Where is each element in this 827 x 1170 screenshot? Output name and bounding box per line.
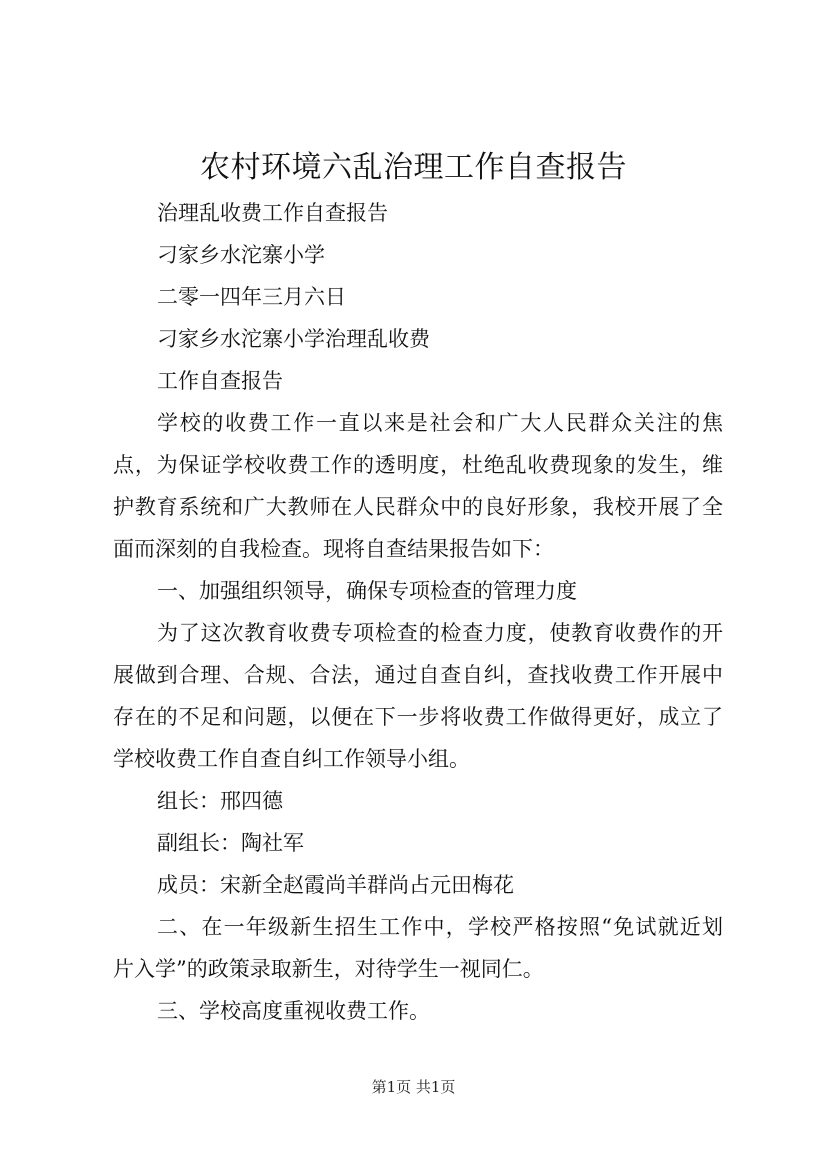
section-heading: 一、加强组织领导，确保专项检查的管理力度: [157, 579, 577, 603]
text-line: 为了这次教育收费专项检查的检查力度，使教育收费作的开: [157, 621, 723, 645]
text-line: 组长：邢四德: [157, 789, 283, 813]
section-heading: 二、在一年级新生招生工作中，学校严格按照“免试就近划: [157, 915, 723, 939]
page-footer: 第1页 共1页: [371, 1078, 456, 1096]
section-heading: 三、学校高度重视收费工作。: [157, 999, 430, 1023]
text-line: 刁家乡水沱寨小学: [157, 243, 325, 267]
document-title: 农村环境六乱治理工作自查报告: [200, 150, 627, 185]
text-line: 学校收费工作自查自纠工作领导小组。: [113, 747, 470, 771]
text-line: 点，为保证学校收费工作的透明度，杜绝乱收费现象的发生，维: [113, 453, 723, 477]
text-line: 学校的收费工作一直以来是社会和广大人民群众关注的焦: [157, 411, 723, 435]
text-line: 刁家乡水沱寨小学治理乱收费: [157, 327, 430, 351]
text-line: 片入学”的政策录取新生，对待学生一视同仁。: [113, 957, 544, 981]
text-line: 二零一四年三月六日: [157, 285, 346, 309]
text-line: 副组长：陶社军: [157, 831, 304, 855]
text-line: 存在的不足和问题，以便在下一步将收费工作做得更好，成立了: [113, 705, 723, 729]
text-line: 展做到合理、合规、合法，通过自查自纠，查找收费工作开展中: [113, 663, 723, 687]
text-line: 工作自查报告: [157, 369, 283, 393]
text-line: 护教育系统和广大教师在人民群众中的良好形象，我校开展了全: [113, 495, 723, 519]
text-line: 面而深刻的自我检查。现将自查结果报告如下：: [113, 537, 554, 561]
text-line: 成员：宋新全赵霞尚羊群尚占元田梅花: [157, 873, 514, 897]
text-line: 治理乱收费工作自查报告: [157, 201, 388, 225]
